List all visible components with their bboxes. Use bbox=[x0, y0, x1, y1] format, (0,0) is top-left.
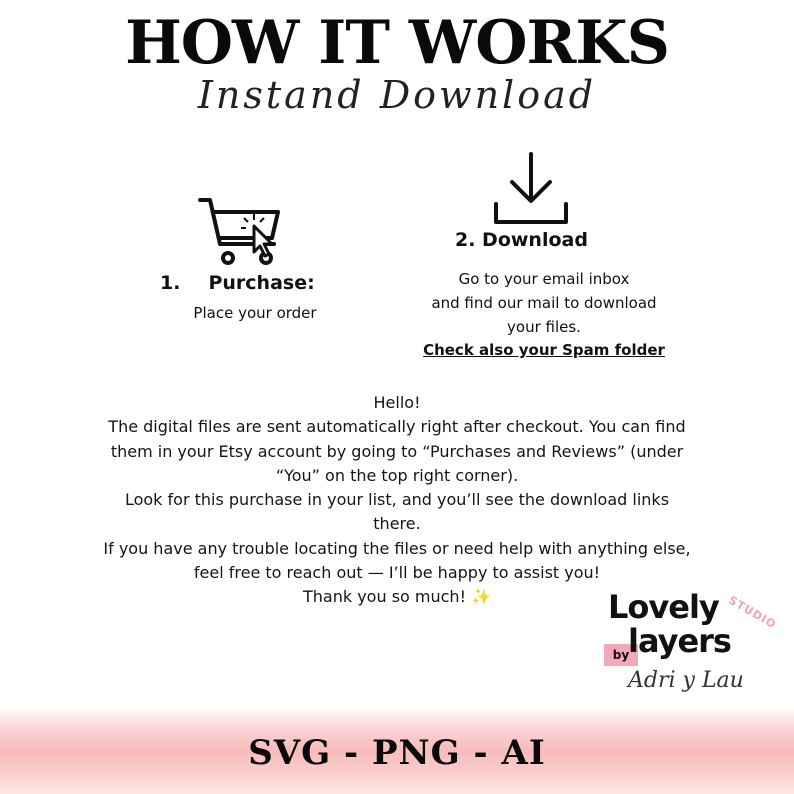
step-download-line: and find our mail to download bbox=[431, 294, 657, 312]
message-line: Look for this purchase in your list, and you’ll see the download links bbox=[124, 490, 670, 510]
hello-message bbox=[60, 391, 734, 610]
message-line: Thank you so much! ✨ bbox=[303, 587, 491, 607]
logo-studio: STUDIO bbox=[726, 593, 779, 632]
message-line: If you have any trouble locating the files or need help with anything else, bbox=[103, 538, 691, 558]
download-icon bbox=[490, 152, 572, 226]
message-line: feel free to reach out — I’ll be happy to assist you! bbox=[193, 563, 601, 583]
shopping-cart-icon bbox=[198, 192, 286, 268]
page-subtitle: Instand Download bbox=[197, 73, 597, 117]
page-title: HOW IT WORKS bbox=[125, 8, 669, 78]
file-formats: SVG - PNG - AI bbox=[248, 733, 546, 773]
message-line: them in your Etsy account by going to “Purchases and Reviews” (under bbox=[110, 441, 684, 461]
logo-by-badge: by bbox=[604, 644, 638, 666]
step-purchase-title bbox=[160, 272, 315, 294]
message-line: Hello! bbox=[373, 393, 421, 412]
step-purchase-label: Purchase: bbox=[208, 272, 315, 294]
logo-signature: Adri y Lau bbox=[628, 668, 744, 693]
step-purchase-number: 1. bbox=[160, 272, 181, 294]
step-download-line: Go to your email inbox bbox=[458, 270, 630, 288]
message-line: The digital files are sent automatically right after checkout. You can find bbox=[108, 417, 686, 437]
logo-lovely: Lovely bbox=[608, 588, 719, 626]
logo-layers: layers bbox=[628, 622, 731, 660]
step-download-line: your files. bbox=[507, 318, 581, 336]
message-line: there. bbox=[373, 514, 421, 534]
message-line: “You” on the top right corner). bbox=[275, 465, 519, 485]
spam-folder-note: Check also your Spam folder bbox=[423, 341, 665, 359]
step-download-description bbox=[394, 267, 694, 339]
brand-logo bbox=[598, 588, 779, 706]
step-download-title: 2. Download bbox=[455, 229, 588, 251]
step-purchase-description: Place your order bbox=[193, 304, 317, 322]
